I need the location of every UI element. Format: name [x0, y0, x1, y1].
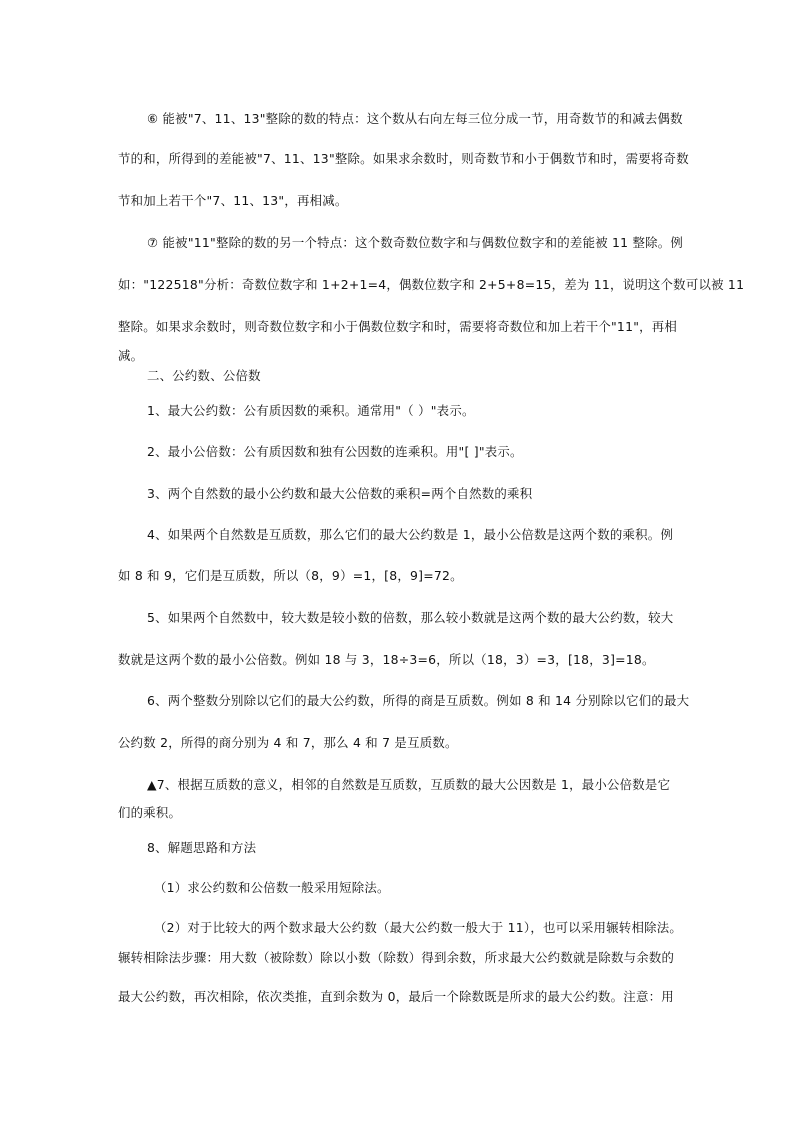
paragraph-line: 节和加上若干个"7、11、13"，再相减。	[118, 193, 348, 208]
list-item: （2）对于比较大的两个数求最大公约数（最大公约数一般大于 11），也可以采用辗转相除法。	[154, 920, 683, 935]
paragraph-line: 节的和，所得到的差能被"7、11、13"整除。如果求余数时，则奇数节和小于偶数节和时，需要将奇数	[118, 151, 689, 166]
list-item: 1、最大公约数：公有质因数的乘积。通常用"（ ）"表示。	[147, 403, 475, 418]
paragraph-line: 整除。如果求余数时，则奇数位数字和小于偶数位数字和时，需要将奇数位和加上若干个"11"，再相	[118, 319, 678, 334]
list-item: （1）求公约数和公倍数一般采用短除法。	[154, 880, 390, 895]
list-item: 4、如果两个自然数是互质数，那么它们的最大公约数是 1，最小公倍数是这两个数的乘积。例	[147, 527, 674, 542]
list-item: 辗转相除法步骤：用大数（被除数）除以小数（除数）得到余数，所求最大公约数就是除数与余数的	[118, 950, 675, 965]
list-item: 6、两个整数分别除以它们的最大公约数，所得的商是互质数。例如 8 和 14 分别除以它们的最大	[147, 693, 690, 708]
paragraph-line: 减。	[118, 348, 144, 363]
list-item: 们的乘积。	[118, 805, 182, 820]
list-item: ▲7、根据互质数的意义，相邻的自然数是互质数，互质数的最大公因数是 1，最小公倍数是它	[147, 777, 671, 792]
paragraph-line: 如："122518"分析：奇数位数字和 1+2+1=4，偶数位数字和 2+5+8=15，差为 11，说明这个数可以被 11	[118, 277, 745, 292]
section-heading: 二、公约数、公倍数	[147, 368, 261, 383]
list-item: 最大公约数，再次相除，依次类推，直到余数为 0，最后一个除数既是所求的最大公约数。注意：用	[118, 989, 674, 1004]
list-item: 2、最小公倍数：公有质因数和独有公因数的连乘积。用"[ ]"表示。	[147, 444, 523, 459]
list-item: 数就是这两个数的最小公倍数。例如 18 与 3，18÷3=6，所以（18，3）=3，[18，3]=18。	[118, 652, 655, 667]
list-item: 5、如果两个自然数中，较大数是较小数的倍数，那么较小数就是这两个数的最大公约数，较大	[147, 610, 674, 625]
list-item: 公约数 2，所得的商分别为 4 和 7，那么 4 和 7 是互质数。	[118, 735, 458, 750]
list-item: 3、两个自然数的最小公约数和最大公倍数的乘积=两个自然数的乘积	[147, 486, 533, 501]
list-item: 8、解题思路和方法	[147, 840, 257, 855]
paragraph-line: ⑦ 能被"11"整除的数的另一个特点：这个数奇数位数字和与偶数位数字和的差能被 11 整除。例	[147, 235, 684, 250]
paragraph-line: ⑥ 能被"7、11、13"整除的数的特点：这个数从右向左每三位分成一节，用奇数节的和减去偶数	[147, 111, 683, 126]
list-item: 如 8 和 9，它们是互质数，所以（8，9）=1，[8，9]=72。	[118, 568, 463, 583]
